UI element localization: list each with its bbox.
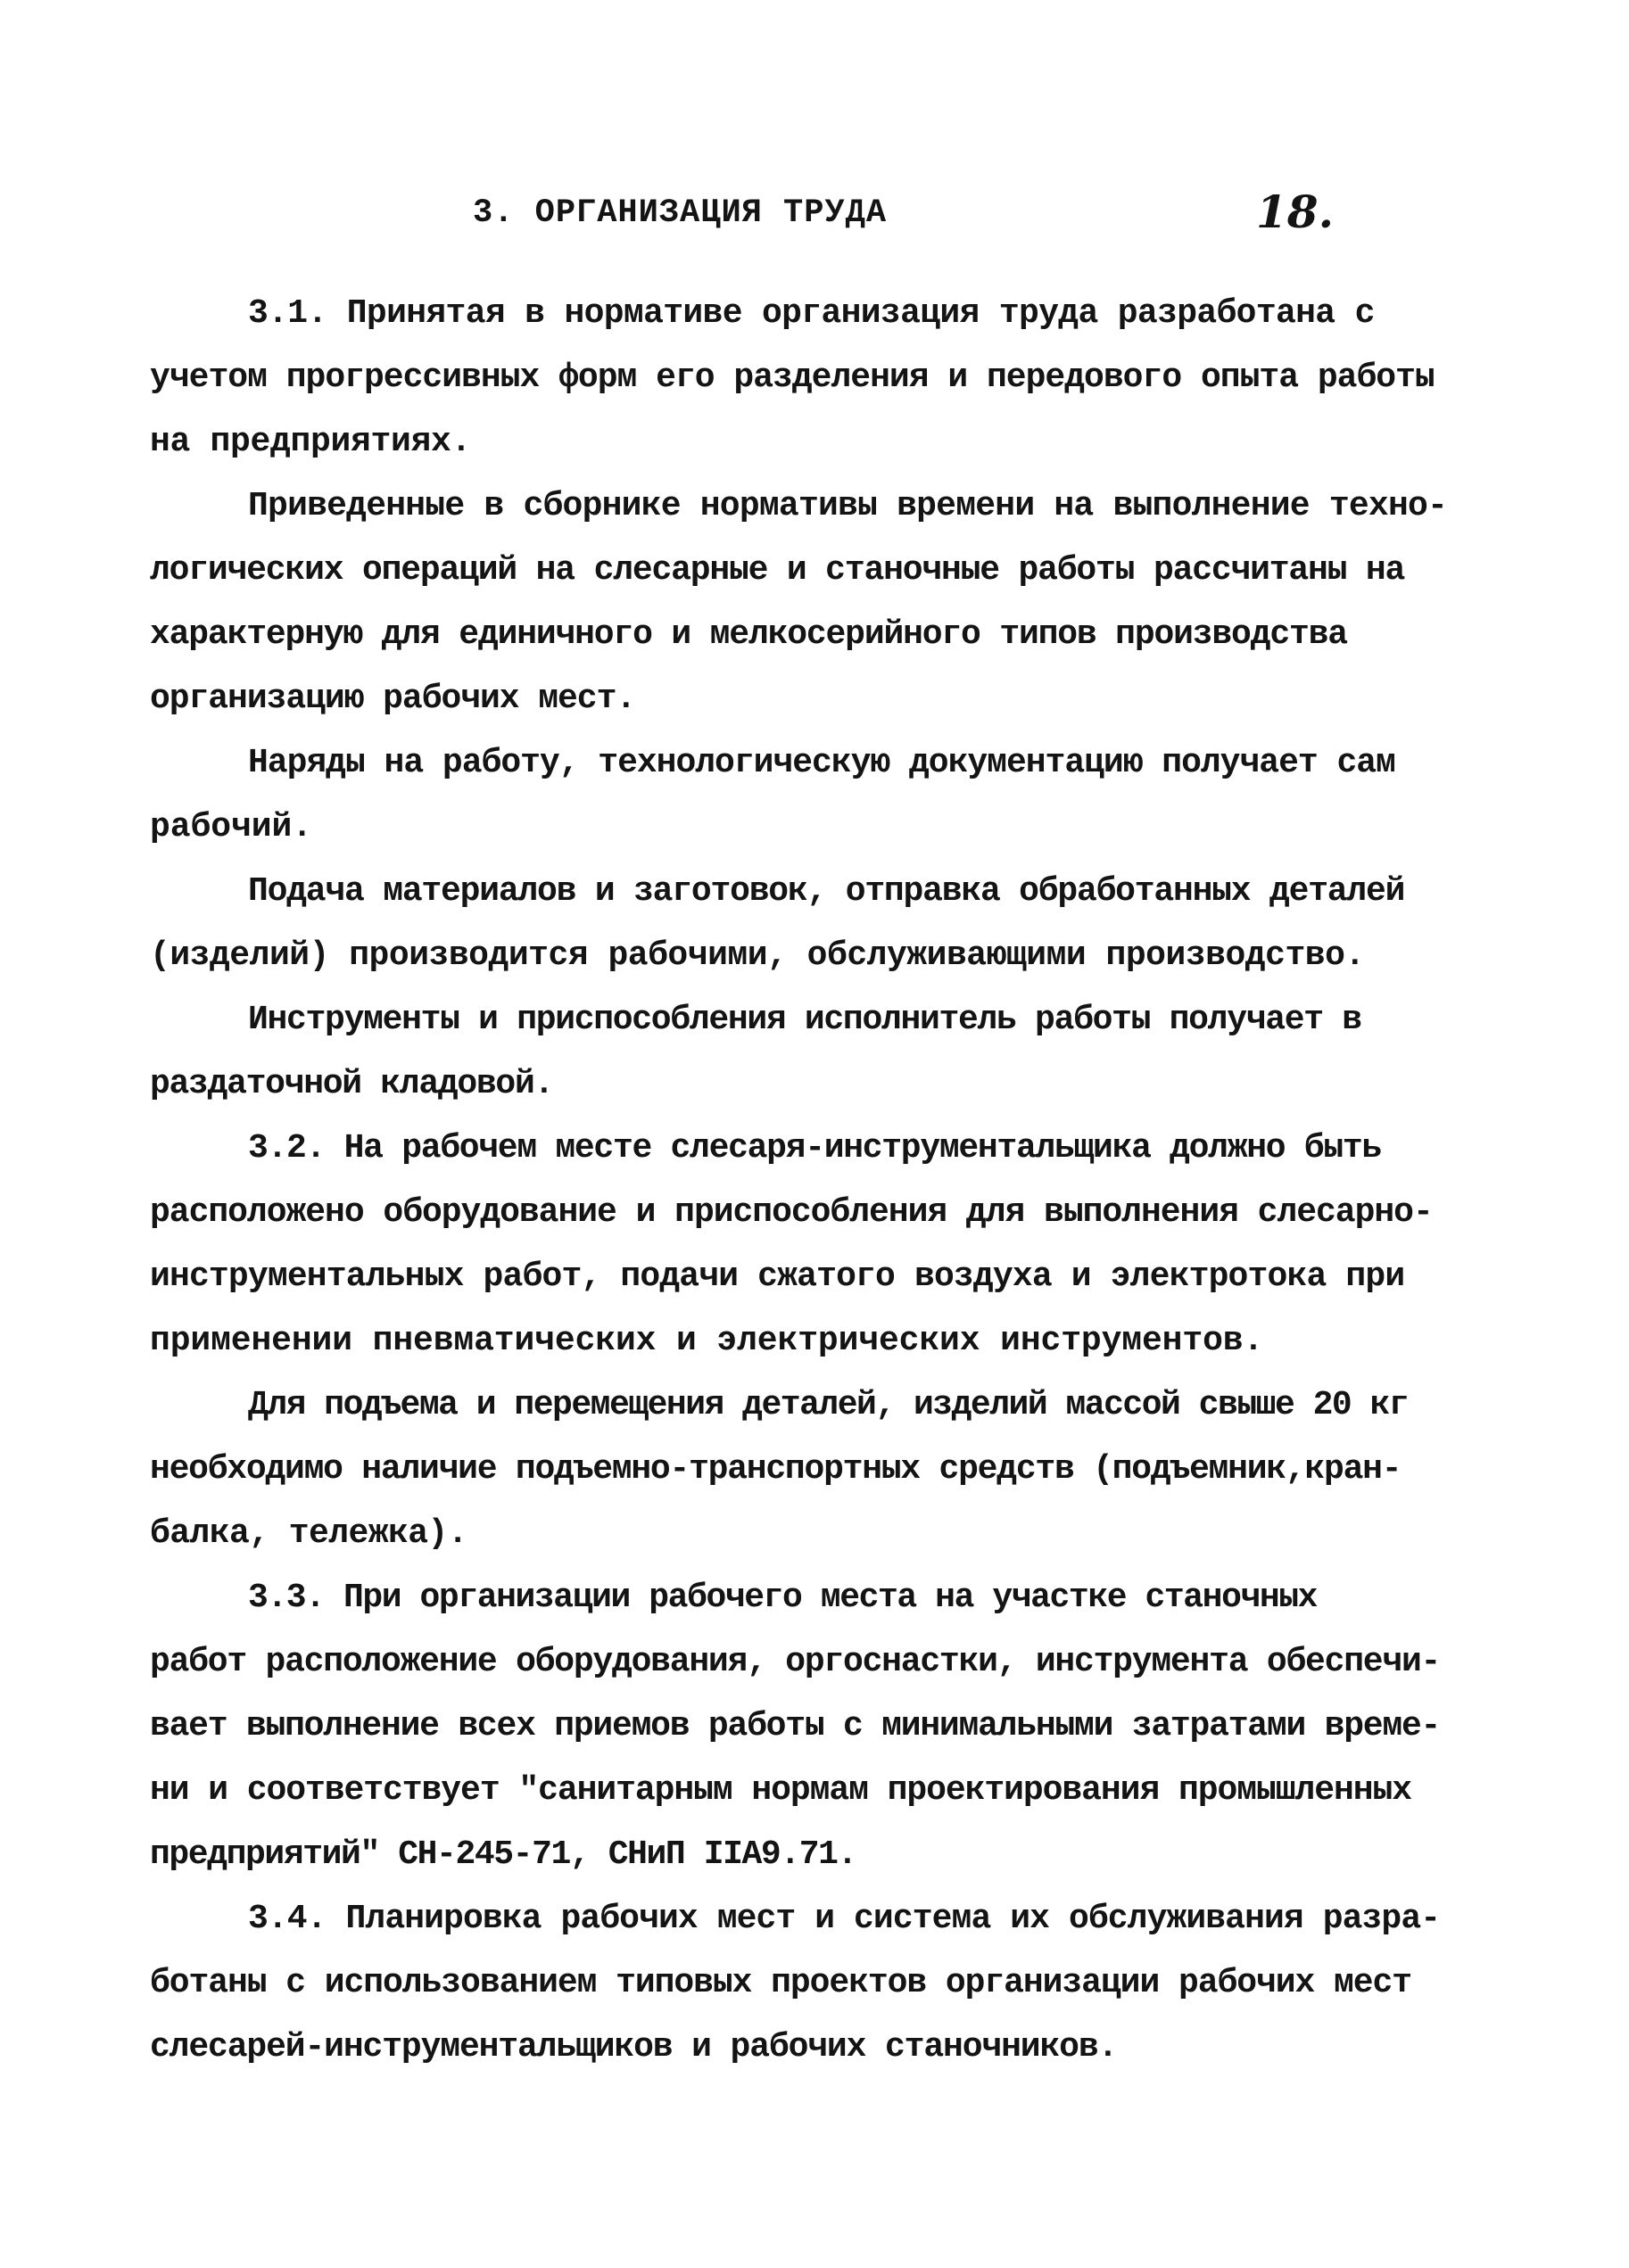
text-line: 3.4. Планировка рабочих мест и система их обслуживания разра-: [248, 1900, 1441, 1938]
text-line: логических операций на слесарные и станочные работы рассчитаны на: [150, 551, 1405, 590]
text-line: Инструменты и приспособления исполнитель работы получает в: [248, 1001, 1361, 1039]
text-line: 3.3. При организации рабочего места на участке станочных: [248, 1579, 1318, 1617]
text-line: ботаны с использованием типовых проектов организации рабочих мест: [150, 1964, 1411, 2002]
text-line: раздаточной кладовой.: [150, 1065, 553, 1103]
text-line: балка, тележка).: [150, 1514, 468, 1553]
text-line: расположено оборудование и приспособления для выполнения слесарно-: [150, 1193, 1433, 1232]
text-line: на предприятиях.: [150, 423, 472, 461]
text-line: работ расположение оборудования, оргоснастки, инструмента обеспечи-: [150, 1643, 1441, 1681]
text-line: предприятий" СН-245-71, СНиП IIА9.71.: [150, 1835, 856, 1874]
text-line: 3.2. На рабочем месте слесаря-инструментальщика должно быть: [248, 1129, 1381, 1167]
text-line: применении пневматических и электрических инструментов.: [150, 1322, 1264, 1360]
text-line: необходимо наличие подъемно-транспортных средств (подъемник,кран-: [150, 1450, 1402, 1489]
text-line: инструментальных работ, подачи сжатого воздуха и электротока при: [150, 1258, 1405, 1296]
text-line: Приведенные в сборнике нормативы времени на выполнение техно-: [248, 487, 1448, 525]
text-line: рабочий.: [150, 808, 313, 846]
text-line: учетом прогрессивных форм его разделения и передового опыта работы: [150, 359, 1435, 397]
text-line: (изделий) производится рабочими, обслуживающими производство.: [150, 936, 1365, 975]
text-line: Подача материалов и заготовок, отправка обработанных деталей: [248, 872, 1405, 911]
text-line: характерную для единичного и мелкосерийного типов производства: [150, 615, 1347, 654]
text-line: 3.1. Принятая в нормативе организация труда разработана с: [248, 294, 1375, 333]
text-line: ни и соответствует "санитарным нормам проектирования промышленных: [150, 1771, 1411, 1810]
text-line: Для подъема и перемещения деталей, изделий массой свыше 20 кг: [248, 1386, 1409, 1424]
text-line: вает выполнение всех приемов работы с минимальными затратами време-: [150, 1707, 1441, 1745]
text-line: организацию рабочих мест.: [150, 680, 636, 718]
section-heading: 3. ОРГАНИЗАЦИЯ ТРУДА: [473, 194, 888, 232]
text-line: слесарей-инструментальщиков и рабочих станочников.: [150, 2028, 1118, 2066]
page-number: 18.: [1256, 186, 1334, 238]
text-line: Наряды на работу, технологическую документацию получает сам: [248, 744, 1395, 782]
